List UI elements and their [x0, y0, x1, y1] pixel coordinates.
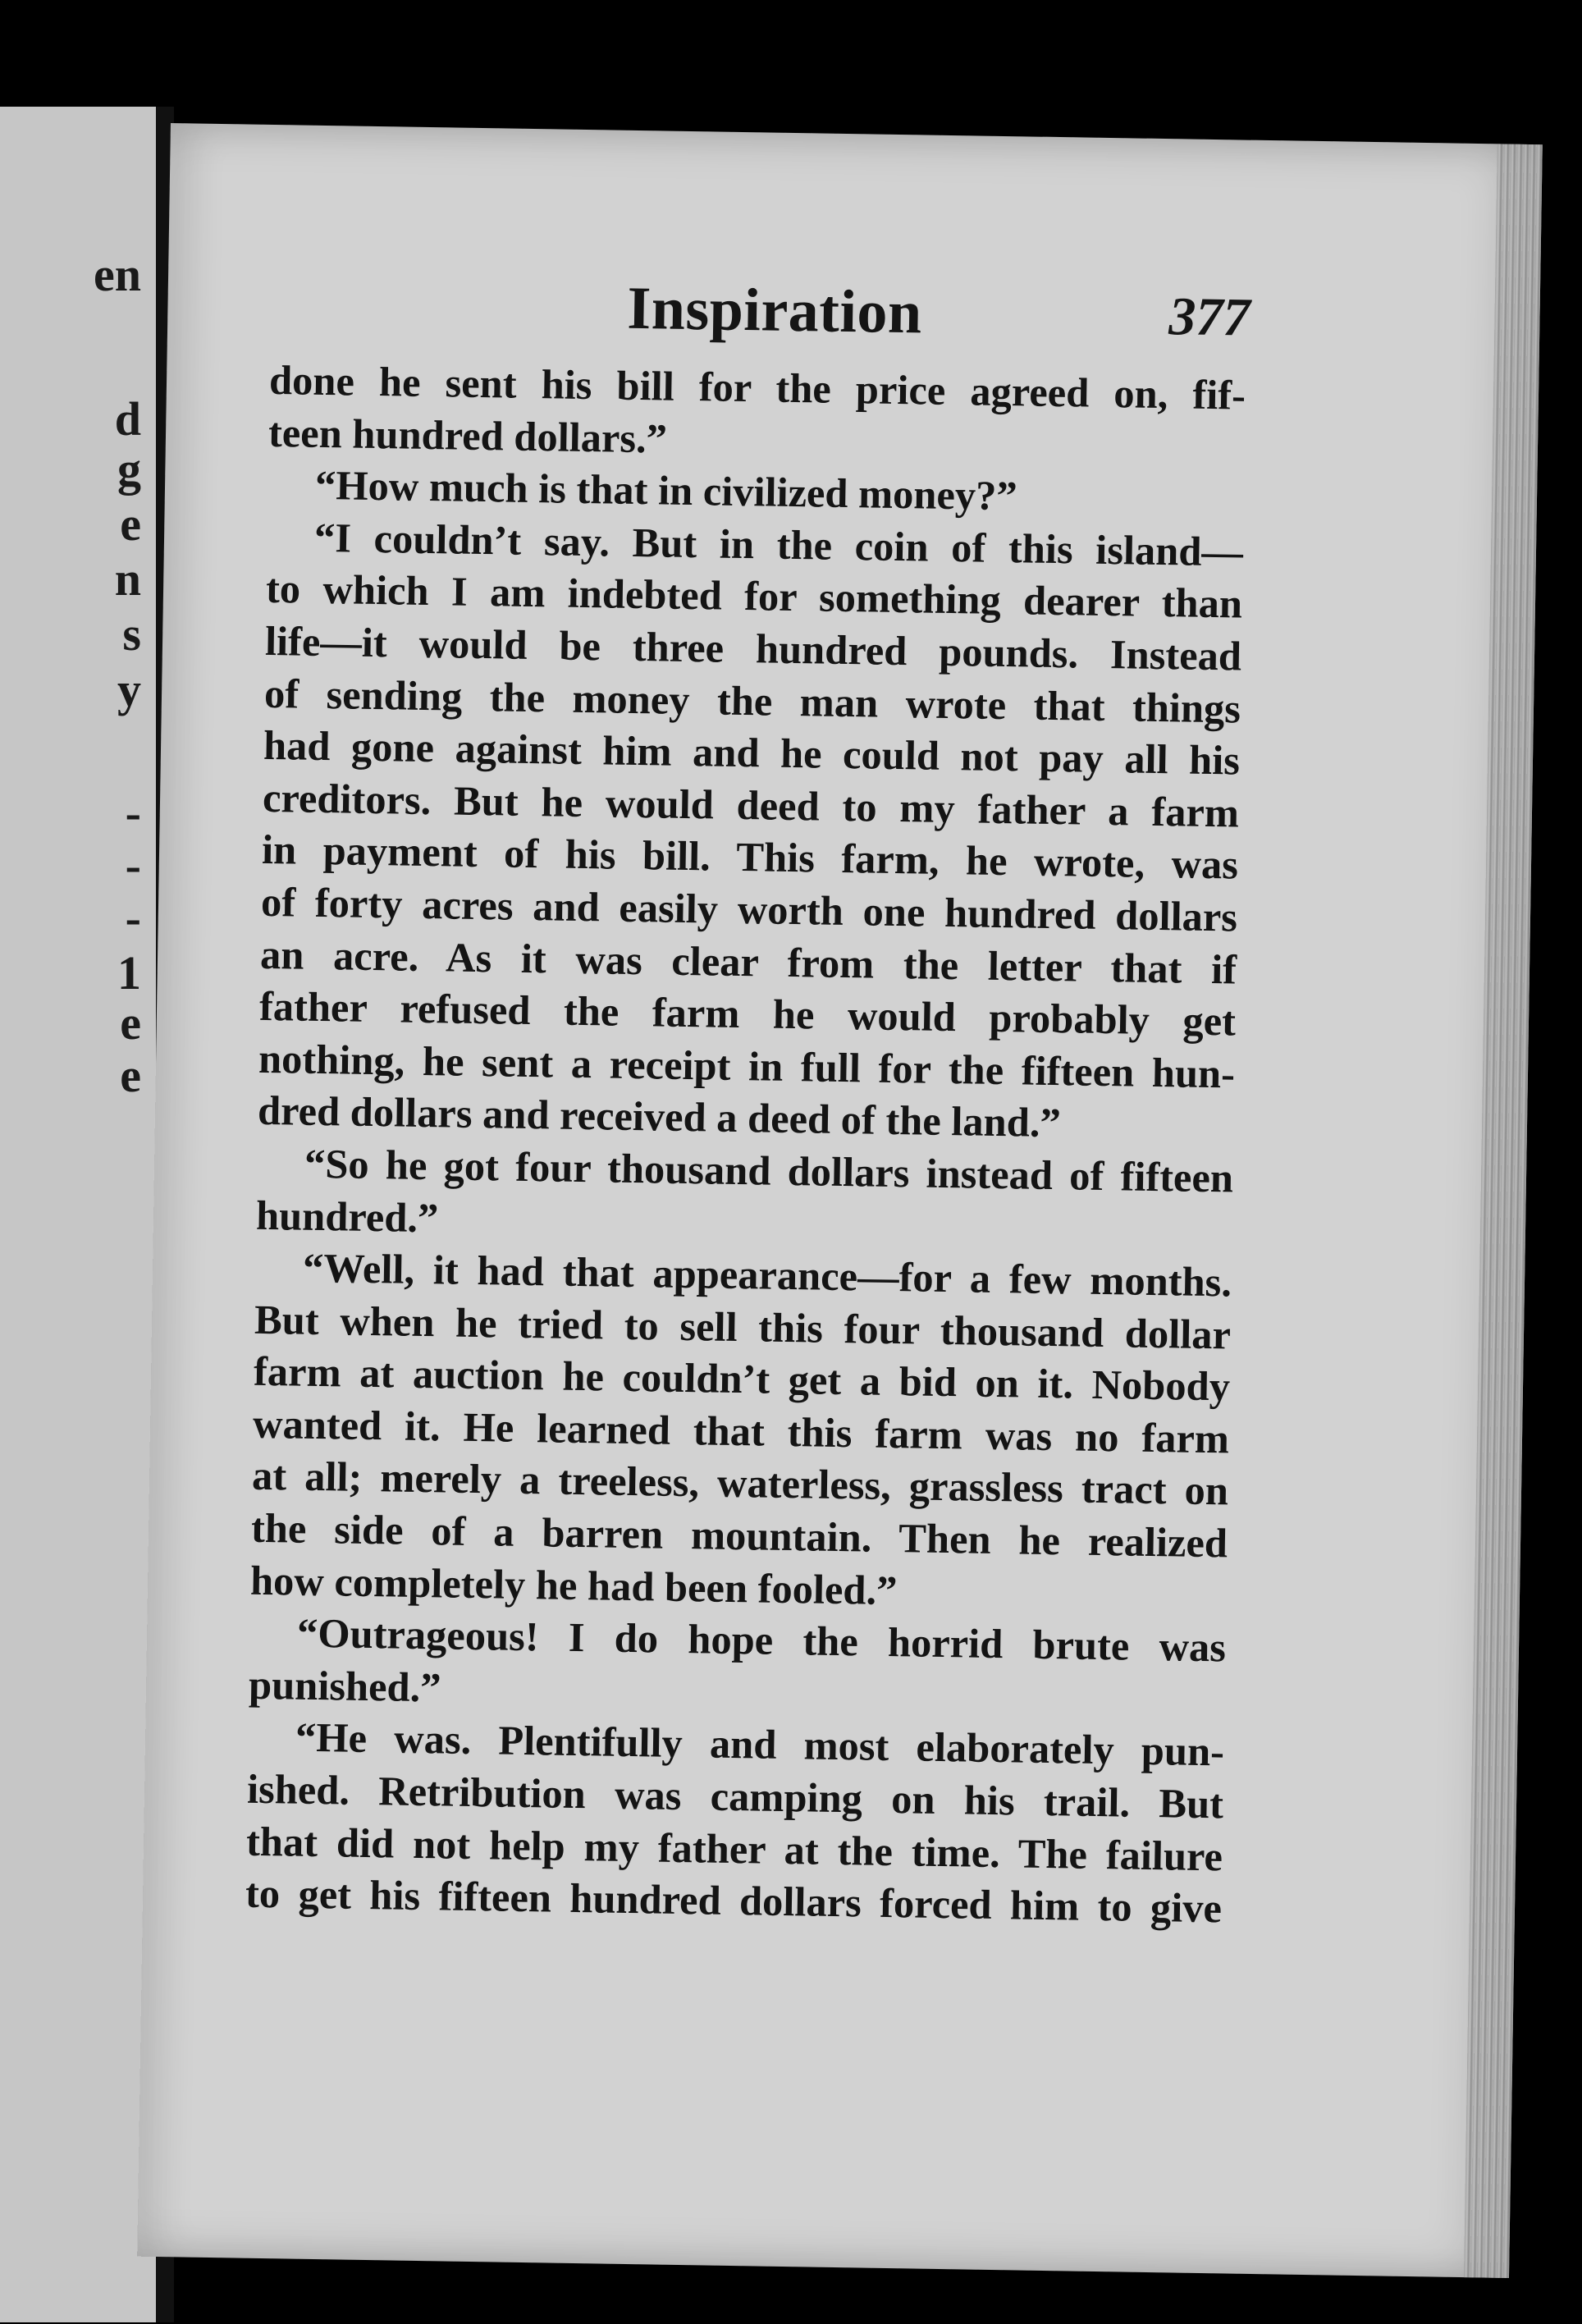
facing-page-fragment: y [117, 662, 141, 716]
text-line: an acre. As it was clear from the letter that if [259, 931, 1237, 993]
page-edge-shadow [1464, 144, 1543, 2278]
text-line: done he sent his bill for the price agreed on, fif- [268, 356, 1246, 419]
text-line: to get his fifteen hundred dollars forced him to give [245, 1869, 1223, 1932]
text-line: “How much is that in civilized money?” [314, 462, 1018, 519]
text-line: “Outrageous! I do hope the horrid brute was [296, 1609, 1227, 1671]
text-line: the side of a barren mountain. Then he realized [250, 1504, 1228, 1567]
text-line: farm at auction he couldn’t get a bid on it. Nobody [253, 1348, 1231, 1410]
text-line: creditors. But he would deed to my father a farm [262, 774, 1240, 836]
text-line: But when he tried to sell this four thousand dollar [254, 1296, 1232, 1358]
facing-page-fragment: - [125, 786, 141, 839]
book-page [137, 123, 1543, 2278]
text-line: wanted it. He learned that this farm was no farm [252, 1400, 1230, 1462]
text-line: dred dollars and received a deed of the land.” [257, 1087, 1062, 1146]
facing-page-fragment: e [120, 497, 141, 551]
facing-page-fragment: d [114, 392, 141, 446]
text-line: had gone against him and he could not pay all his [263, 722, 1241, 784]
facing-page-fragment: e [120, 996, 141, 1050]
text-line: “So he got four thousand dollars instead of fifteen [304, 1140, 1234, 1201]
text-line: life—it would be three hundred pounds. Instead [264, 617, 1242, 679]
running-title: Inspiration [626, 274, 923, 347]
facing-page-fragment: 1 [117, 946, 141, 1000]
facing-page-fragment: - [125, 839, 141, 892]
text-line: hundred.” [255, 1192, 439, 1241]
facing-page-fragment: - [125, 891, 141, 945]
body-text [245, 355, 1246, 1935]
text-line: father refused the farm he would probably get [258, 982, 1237, 1045]
facing-page-fragment: g [117, 441, 141, 496]
text-line: nothing, he sent a receipt in full for the fifteen hun- [258, 1035, 1236, 1097]
text-line: to which I am indebted for something dearer than [265, 565, 1243, 627]
facing-page-fragment: n [114, 552, 141, 606]
running-head [167, 267, 1514, 362]
text-line: teen hundred dollars.” [267, 409, 668, 462]
text-line: in payment of his bill. This farm, he wrote, was [261, 826, 1239, 888]
text-line: “Well, it had that appearance—for a few months. [302, 1244, 1232, 1306]
text-line: “He was. Plentifully and most elaborately pun- [295, 1714, 1225, 1775]
page-number: 377 [1168, 286, 1251, 348]
facing-page-fragment: en [94, 248, 141, 301]
text-line: punished.” [248, 1661, 441, 1711]
text-line: of forty acres and easily worth one hundred dollars [260, 878, 1238, 940]
text-line: at all; merely a treeless, waterless, grassless tract on [251, 1452, 1229, 1514]
text-line: “I couldn’t say. But in the coin of this island— [313, 514, 1244, 575]
text-line: of sending the money the man wrote that things [263, 670, 1241, 732]
text-line: ished. Retribution was camping on his trail. But [246, 1765, 1224, 1828]
text-line: that did not help my father at the time. The failure [245, 1818, 1223, 1880]
text-line: how completely he had been fooled.” [249, 1557, 898, 1613]
facing-page [0, 107, 156, 2322]
facing-page-fragment: e [120, 1049, 141, 1102]
facing-page-fragment: s [122, 607, 141, 661]
